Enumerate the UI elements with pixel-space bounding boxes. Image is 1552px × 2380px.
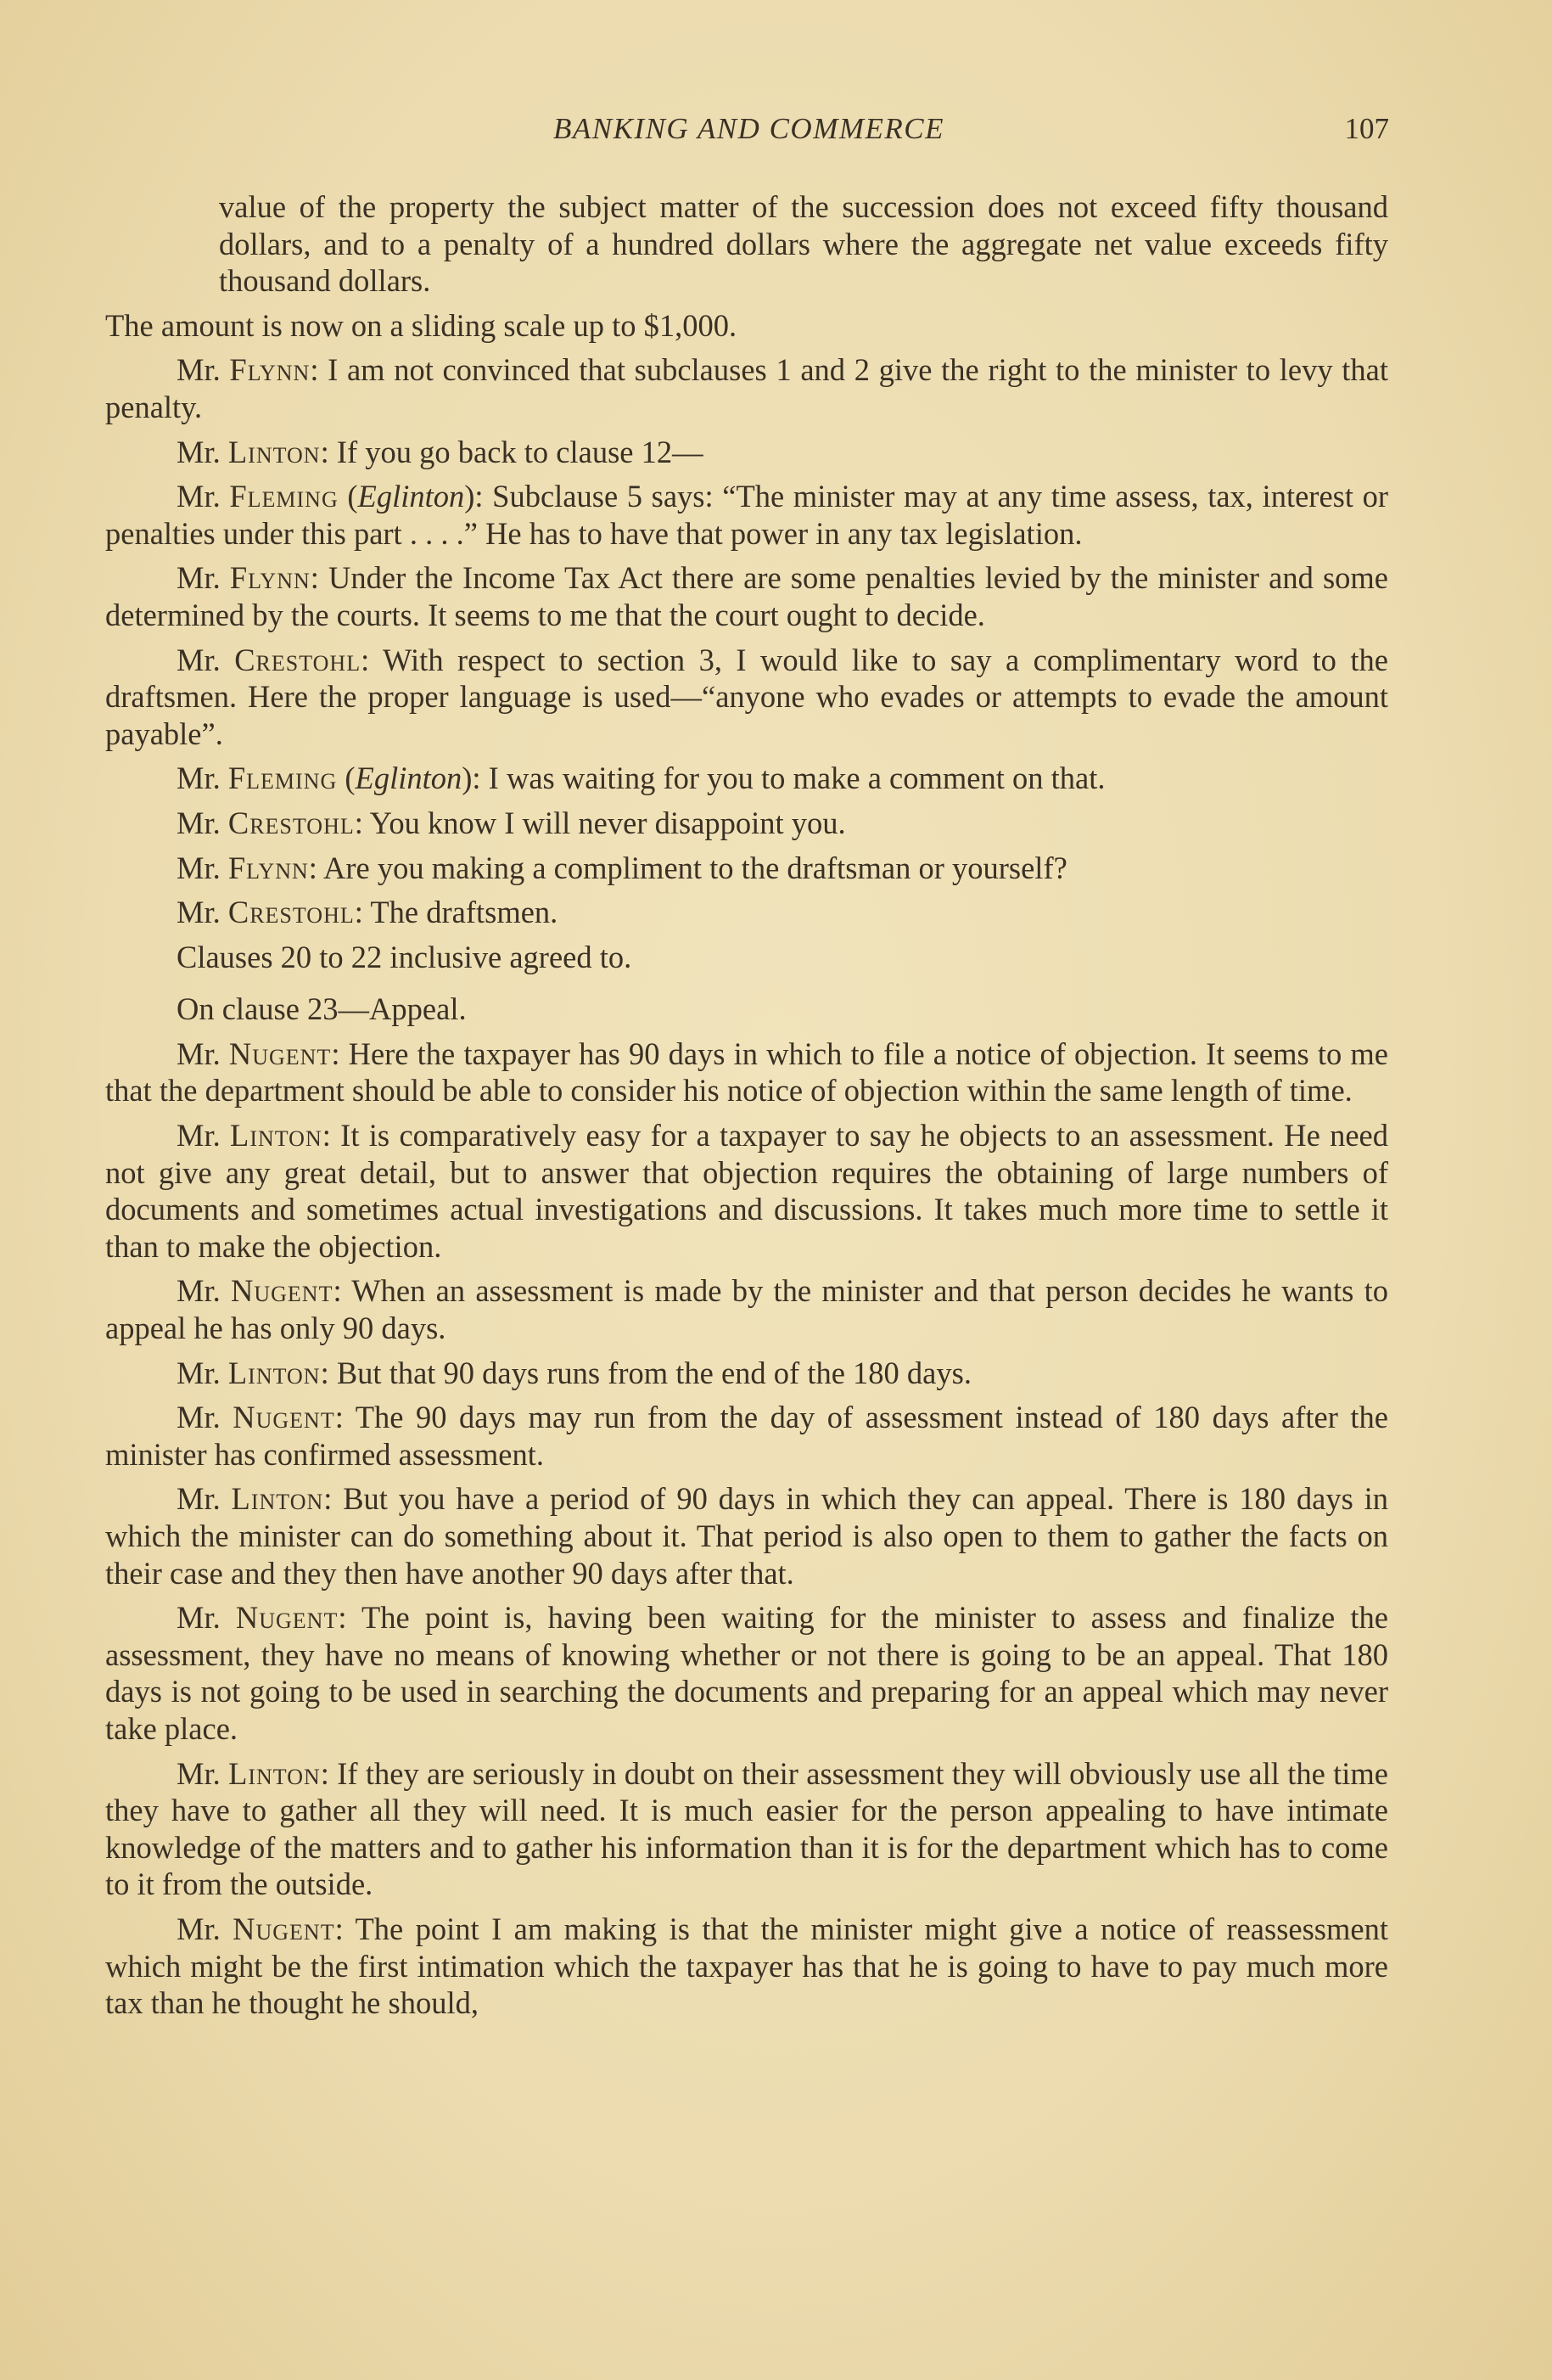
page-header	[109, 112, 1389, 154]
speech-paragraph: Mr. Fleming (Eglinton): I was waiting for you to make a comment on that.	[176, 761, 1106, 796]
speaker-name: Flynn	[227, 850, 309, 885]
speech-text: : Under the Income Tax Act there are some penalties levied by the minister and some determined by the courts. It seems to me that the court ought to decide.	[105, 560, 1388, 632]
speaker-name: Linton	[230, 1118, 322, 1154]
speaker-name: Linton	[227, 434, 321, 469]
speech-text: : If they are seriously in doubt on their assessment they will obviously use all the time they have to gather all they will need. It is much easier for the person appealing to have intimate knowledge of the matters and to gather his information than it is for the department which has to come to it from the outside.	[105, 1755, 1388, 1902]
speech-paragraph	[105, 351, 1388, 425]
speaker-name: Crestohl	[227, 805, 355, 840]
speech-text: : With respect to section 3, I would like to say a complimentary word to the draftsmen. Here the proper language is used—“anyone who evades or attempts to evade the amount payable”.	[105, 642, 1388, 751]
speaker-honorific: Mr.	[176, 1118, 231, 1154]
speech-paragraph	[105, 1117, 1388, 1265]
speaker-name: Linton	[227, 1355, 321, 1390]
speech-paragraph	[105, 559, 1388, 633]
speaker-riding: Eglinton	[357, 479, 465, 514]
speech-text: : I am not convinced that subclauses 1 and 2 give the right to the minister to levy that penalty.	[105, 352, 1388, 424]
quoted-passage: value of the property the subject matter of the succession does not exceed fifty thousand dollars, and to a penalty of a hundred dollars where the aggregate net value exceeds fifty thousand dollars.	[219, 189, 1388, 299]
speaker-honorific: Mr.	[176, 805, 228, 840]
speech-paragraph	[105, 642, 1388, 753]
speech-paragraph	[105, 1755, 1388, 1903]
speech-paragraph	[105, 850, 1388, 887]
speech-text: : The point I am making is that the minister might give a notice of reassessment which might be the first intimation which the taxpayer has that he is going to have to pay much more tax than he thought he should,	[105, 1911, 1388, 2021]
speech-paragraph: Mr. Fleming (Eglinton): Subclause 5 says: “The minister may at any time assess, tax, interest or penalties under this part . . . .” He has to have that power in any tax legislation.	[105, 479, 1389, 551]
running-head: BANKING AND COMMERCE	[552, 112, 944, 145]
speaker-honorific: Mr.	[176, 1273, 231, 1309]
speaker-honorific: Mr.	[176, 560, 230, 596]
speaker-name: Nugent	[228, 1036, 332, 1071]
speaker-name: Fleming	[227, 761, 338, 796]
speech-text: : The point is, having been waiting for the minister to assess and finalize the assessment, they have no means of knowing whether or not there is going to be an appeal. That 180 days is not going to be used in searching the documents and preparing for an appeal which may never take place.	[105, 1600, 1388, 1746]
speech-text: : But you have a period of 90 days in which they can appeal. There is 180 days in which the minister can do something about it. That period is also open to them to gather the facts on their case and they then have another 90 days after that.	[105, 1481, 1388, 1591]
speech-text: : The 90 days may run from the day of assessment instead of 180 days after the minister has confirmed assessment.	[105, 1400, 1388, 1472]
speaker-honorific: Mr.	[176, 895, 228, 930]
text-paragraph: The amount is now on a sliding scale up to $1,000.	[105, 307, 737, 343]
speaker-honorific: Mr.	[176, 1600, 236, 1636]
speaker-name: Fleming	[229, 479, 339, 514]
speaker-honorific: Mr.	[176, 1036, 229, 1071]
speech-paragraph	[105, 1036, 1388, 1109]
speech-paragraph	[105, 1272, 1388, 1346]
text-paragraph: On clause 23—Appeal.	[176, 991, 467, 1027]
speech-paragraph	[105, 894, 1388, 931]
speaker-honorific: Mr.	[176, 1481, 232, 1517]
speech-text: ): I was waiting for you to make a comment on that.	[462, 761, 1106, 796]
speaker-honorific: Mr.	[176, 479, 230, 514]
speech-text: : When an assessment is made by the minister and that person decides he wants to appeal he has only 90 days.	[105, 1273, 1388, 1346]
speaker-honorific: Mr.	[176, 352, 230, 388]
speaker-name: Nugent	[231, 1273, 333, 1309]
speaker-name: Flynn	[229, 560, 311, 596]
page-number: 107	[1344, 112, 1389, 145]
speech-paragraph	[105, 434, 1388, 471]
speech-text: : Are you making a compliment to the draftsman or yourself?	[308, 850, 1067, 885]
speaker-honorific: Mr.	[176, 1911, 233, 1946]
speech-paragraph	[105, 1480, 1388, 1591]
text-paragraph: Clauses 20 to 22 inclusive agreed to.	[176, 939, 632, 974]
speaker-honorific: Mr.	[176, 642, 235, 677]
speech-paragraph	[105, 1911, 1388, 2022]
speaker-honorific: Mr.	[176, 850, 228, 885]
speaker-name: Nugent	[235, 1600, 339, 1636]
speaker-honorific: Mr.	[176, 1355, 228, 1390]
speech-paragraph	[105, 1355, 1388, 1392]
speaker-honorific: Mr.	[176, 1755, 229, 1791]
speech-text: : You know I will never disappoint you.	[354, 805, 846, 840]
transcript-body	[105, 188, 1388, 2029]
speaker-name: Crestohl	[234, 642, 361, 677]
speaker-honorific: Mr.	[176, 1400, 233, 1435]
speaker-name: Linton	[228, 1755, 321, 1791]
speech-paragraph	[105, 1599, 1388, 1747]
speech-text: ): Subclause 5 says: “The minister may at any time assess, tax, interest or penalties under this part . . . .” He has to have that power in any tax legislation.	[105, 479, 1389, 551]
speech-text: : The draftsmen.	[354, 895, 558, 930]
speech-paragraph	[105, 805, 1388, 842]
speech-paragraph	[105, 1399, 1388, 1473]
speech-text: : If you go back to clause 12—	[320, 434, 703, 469]
speaker-name: Linton	[231, 1481, 324, 1517]
speaker-name: Nugent	[233, 1911, 335, 1946]
speaker-riding: Eglinton	[355, 761, 462, 796]
speaker-name: Nugent	[233, 1400, 335, 1435]
speech-text: : But that 90 days runs from the end of the 180 days.	[320, 1355, 972, 1390]
speech-text: : It is comparatively easy for a taxpayer to say he objects to an assessment. He need not give any great detail, but to answer that objection requires the obtaining of large numbers of documents and sometimes actual investigations and discussions. It takes much more time to settle it than to make the objection.	[105, 1118, 1388, 1264]
speaker-name: Crestohl	[227, 895, 355, 930]
speech-text: : Here the taxpayer has 90 days in which to file a notice of objection. It seems to me that the department should be able to consider his notice of objection within the same length of time.	[105, 1036, 1388, 1109]
speaker-name: Flynn	[229, 352, 311, 388]
speaker-honorific: Mr.	[176, 761, 228, 796]
speaker-honorific: Mr.	[176, 434, 228, 469]
